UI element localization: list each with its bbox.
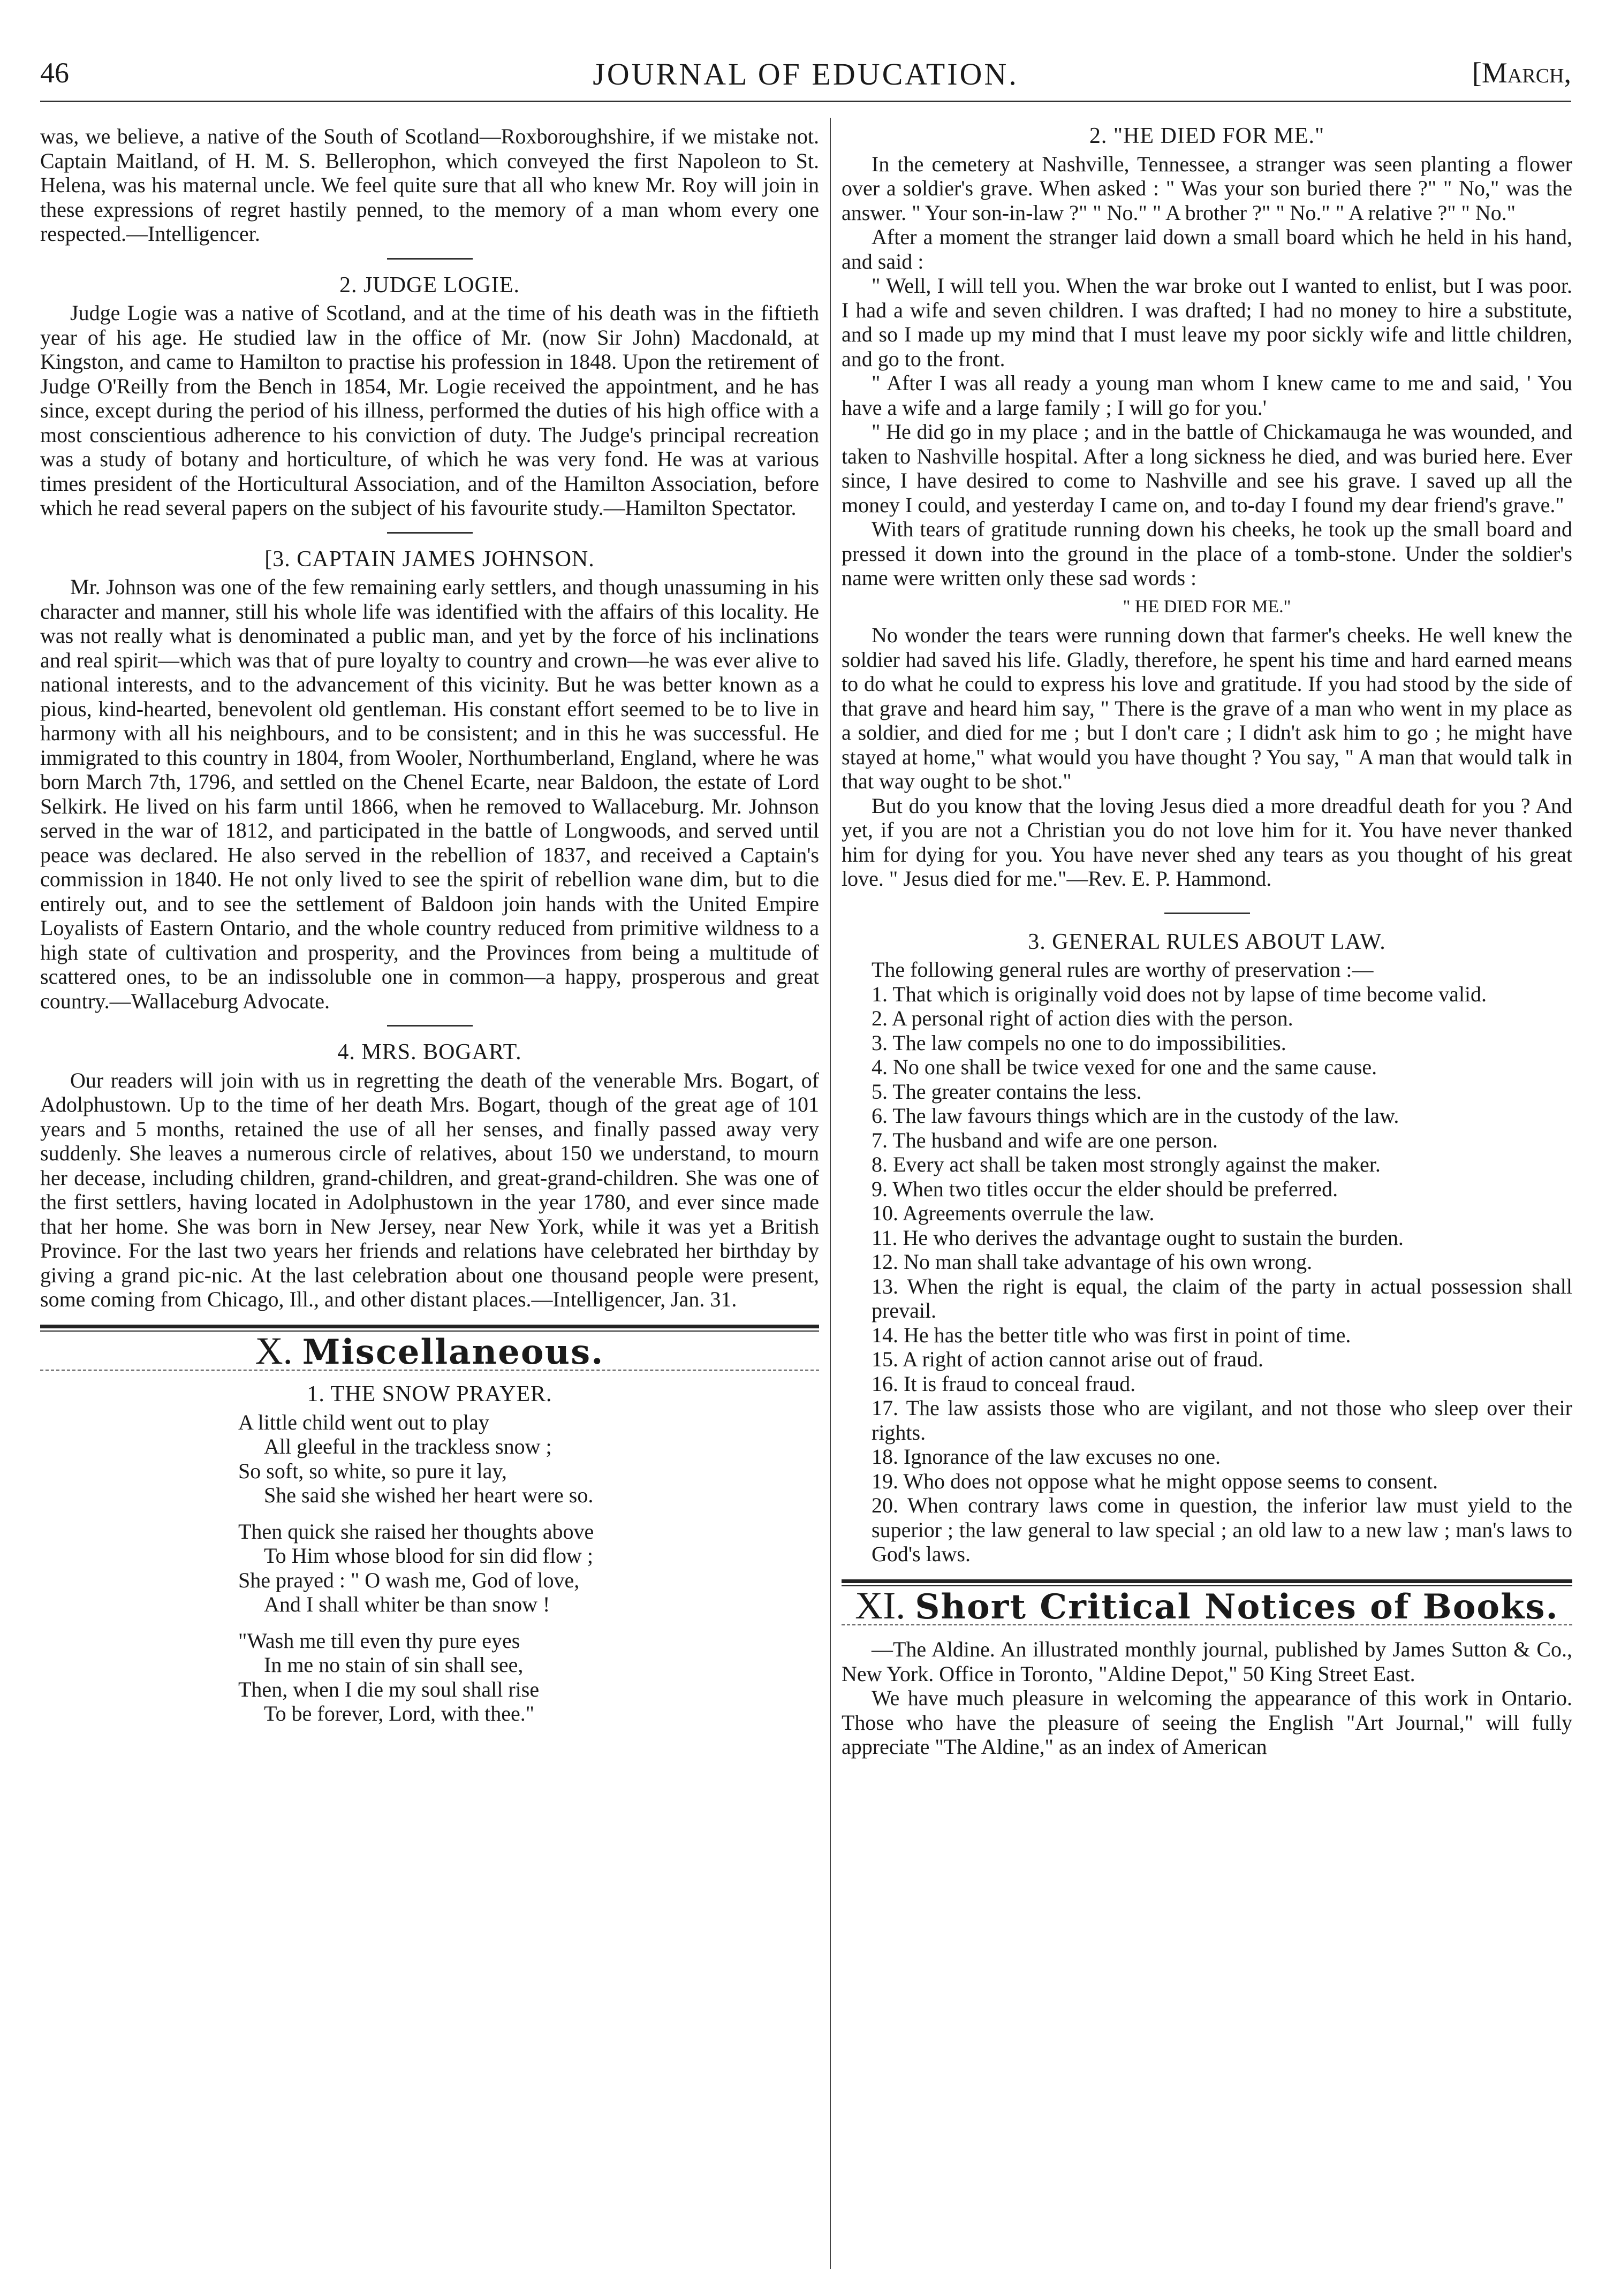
page-header — [40, 56, 1571, 94]
law-rule: 14. He has the better title who was first in point of time. — [872, 1322, 1351, 1347]
section-rule — [842, 1579, 1572, 1586]
died-paragraph: After a moment the stranger laid down a small board which he held in his hand, and said : — [842, 225, 1572, 273]
died-paragraph: " Well, I will tell you. When the war broke out I wanted to enlist, but I was poor. I had a wife and seven children. I was drafted; I had no money to hire a substitute, and so I made up my mind that I must leave my poor sickly wife and little children, and go to the front. — [842, 273, 1572, 371]
section-x-number: X. — [255, 1329, 293, 1372]
poem-stanza — [238, 1519, 819, 1617]
law-rule: 7. The husband and wife are one person. — [872, 1128, 1218, 1152]
poem-line: To Him whose blood for sin did flow ; — [264, 1544, 593, 1568]
died-paragraph: No wonder the tears were running down that farmer's cheeks. He well knew the soldier had saved his life. Gladly, therefore, he spent his time and hard earned means to do what he could to express his love and gratitude. If you had stood by the side of that grave and heard him say, " There is the grave of a man who went in my place as a soldier, and died for me ; but I don't care ; I didn't ask him to go ; he might have stayed at home," what would you have thought ? You say, " A man that would talk in that way ought to be shot." — [842, 623, 1572, 793]
poem-line: And I shall whiter be than snow ! — [264, 1592, 550, 1616]
law-rule: 15. A right of action cannot arise out of fraud. — [872, 1347, 1264, 1371]
johnson-text: Mr. Johnson was one of the few remaining early settlers, and though unassuming in his character and manner, still his whole life was identified with the affairs of this locality. He was not really what is denominated a public man, and yet by the force of his inclinations and real spirit—which was that of pure loyalty to country and crown—he was ever alive to national interests, and to the advancement of this vicinity. But he was better known as a pious, kind-hearted, benevolent old gentleman. His constant effort seemed to be to live in harmony with all his neighbours, and to be consistent; and in this he was successful. He immigrated to this country in 1804, from Wooler, Northumberland, England, where he was born March 7th, 1796, and settled on the Chenel Ecarte, near Baldoon, the estate of Lord Selkirk. He lived on his farm until 1866, when he removed to Wallaceburg. Mr. Johnson served in the war of 1812, and participated in the battle of Longwoods, and served until peace was declared. He also served in the rebellion of 1837, and received a Captain's commission in 1840. He not only lived to see the spirit of rebellion wane dim, but to die entirely out, and to see the settlement of Baldoon join hands with the United Empire Loyalists of Eastern Ontario, and the whole country reduced from primitive wildness to a high state of cultivation and prosperity, and the Provinces from being a multitude of scattered ones, to be an indissoluble one in common—a happy, prosperous and great country.—Wallaceburg Advocate. — [40, 575, 819, 1013]
issue-month: [March, — [1472, 57, 1571, 89]
section-divider — [1164, 913, 1250, 914]
law-rule: 19. Who does not oppose what he might oppose seems to consent. — [872, 1469, 1438, 1493]
law-rule: 16. It is fraud to conceal fraud. — [872, 1371, 1136, 1396]
poem-line: "Wash me till even thy pure eyes — [238, 1628, 520, 1653]
logie-text: Judge Logie was a native of Scotland, and at the time of his death was in the fiftieth year of his age. He studied law in the office of Mr. (now Sir John) Macdonald, at Kingston, and came to Hamilton to practise his profession in 1848. Upon the retirement of Judge O'Reilly from the Bench in 1854, Mr. Logie received the appointment, and he has since, except during the period of his illness, performed the duties of his high office with a most conscientious adherence to his conviction of duty. The Judge's principal recreation was a study of botany and horticulture, of which he was very fond. He was at various times president of the Horticultural Association, and of the Hamilton Association, before which he read several papers on the subject of his favourite study.—Hamilton Spectator. — [40, 301, 819, 520]
law-rule: 18. Ignorance of the law excuses no one. — [872, 1444, 1221, 1469]
poem-line: All gleeful in the trackless snow ; — [264, 1434, 552, 1458]
section-xi-title: Short Critical Notices of Books. — [915, 1586, 1559, 1627]
header-rule — [40, 101, 1571, 102]
poem-line: In me no stain of sin shall see, — [264, 1653, 524, 1677]
died-for-me-heading: 2. "HE DIED FOR ME." — [1089, 124, 1325, 148]
law-heading: 3. GENERAL RULES ABOUT LAW. — [1028, 929, 1386, 954]
epitaph: " HE DIED FOR ME." — [1123, 596, 1291, 617]
law-rule: 5. The greater contains the less. — [872, 1079, 1142, 1104]
law-rules-list — [842, 982, 1572, 1567]
poem-line: To be forever, Lord, with thee." — [264, 1701, 535, 1725]
law-rule: 3. The law compels no one to do impossibilities. — [872, 1030, 1286, 1055]
died-paragraph: With tears of gratitude running down his cheeks, he took up the small board and pressed it down into the ground in the place of a tomb-stone. Under the soldier's name were written only these sad words : — [842, 517, 1572, 590]
bogart-heading: 4. MRS. BOGART. — [337, 1040, 522, 1065]
law-rule: 2. A personal right of action dies with the person. — [872, 1006, 1293, 1030]
poem-line: She prayed : " O wash me, God of love, — [238, 1568, 580, 1592]
section-divider — [387, 258, 473, 260]
law-rule: 20. When contrary laws come in question, the inferior law must yield to the superior ; the law general to law special ; an old law to a new law ; man's laws to God's laws. — [872, 1493, 1572, 1566]
section-xi-heading — [842, 1584, 1572, 1627]
section-x-title: Miscellaneous. — [302, 1332, 604, 1372]
bogart-text: Our readers will join with us in regretting the death of the venerable Mrs. Bogart, of Adolphustown. Up to the time of her death Mrs. Bogart, though of the great age of 101 years and 5 months, retained the use of all her senses, and finally passed away very suddenly. She leaves a numerous circle of relatives, about 150 we understand, to mourn her decease, including children, grand-children, and great-grand-children. She was one of the first settlers, having located in Adolphustown in the year 1780, and ever since made that her home. She was born in New Jersey, near New York, while it was yet a British Province. For the last two years her friends and relations have celebrated her birthday by giving a grand pic-nic. At the last celebration about one thousand people were present, some coming from Chicago, Ill., and other distant places.—Intelligencer, Jan. 31. — [40, 1068, 819, 1311]
aldine-review: We have much pleasure in welcoming the appearance of this work in Ontario. Those who have the pleasure of seeing the English "Art Journal," will fully appreciate "The Aldine," as an index of American — [842, 1686, 1572, 1759]
section-rule — [40, 1325, 819, 1332]
law-rule: 9. When two titles occur the elder should be preferred. — [872, 1176, 1338, 1201]
section-xi-number: XI. — [855, 1584, 906, 1627]
johnson-heading: [3. CAPTAIN JAMES JOHNSON. — [264, 546, 595, 572]
poem-line: Then quick she raised her thoughts above — [238, 1519, 594, 1544]
law-rule: 8. Every act shall be taken most strongly against the maker. — [872, 1152, 1381, 1176]
died-paragraph: " After I was all ready a young man whom I knew came to me and said, ' You have a wife and a large family ; I will go for you.' — [842, 371, 1572, 420]
page-number: 46 — [40, 57, 69, 89]
law-rule: 10. Agreements overrule the law. — [872, 1201, 1155, 1225]
law-rule: 1. That which is originally void does not by lapse of time become valid. — [872, 982, 1487, 1006]
poem-line: She said she wished her heart were so. — [264, 1483, 594, 1507]
section-x-heading — [40, 1329, 819, 1372]
poem-line: Then, when I die my soul shall rise — [238, 1677, 540, 1701]
snow-prayer-poem — [238, 1410, 819, 1726]
poem-line: A little child went out to play — [238, 1410, 489, 1434]
died-paragraph: But do you know that the loving Jesus died a more dreadful death for you ? And yet, if you are not a Christian you do not love him for it. You have never thanked him for dying for you. You have never shed any tears as you thought of his great love. " Jesus died for me."—Rev. E. P. Hammond. — [842, 793, 1572, 891]
aldine-notice: —The Aldine. An illustrated monthly journal, published by James Sutton & Co., New York. Office in Toronto, "Aldine Depot," 50 King Street East. — [842, 1637, 1572, 1686]
snow-prayer-heading: 1. THE SNOW PRAYER. — [307, 1382, 552, 1407]
died-paragraph: " He did go in my place ; and in the battle of Chickamauga he was wounded, and taken to Nashville hospital. After a long sickness he died, and was buried here. Ever since, I have desired to come to Nashville and see his grave. I saved up all the money I could, and yesterday I came on, and to-day I found my dear friend's grave." — [842, 420, 1572, 517]
roy-obituary-end: was, we believe, a native of the South of Scotland—Roxboroughshire, if we mistake not. Captain Maitland, of H. M. S. Bellerophon, which conveyed the first Napoleon to St. Helena, was his maternal uncle. We feel quite sure that all who knew Mr. Roy will join in these expressions of regret hastily penned, to the memory of a man whom every one respected.—Intelligencer. — [40, 124, 819, 246]
journal-title: JOURNAL OF EDUCATION. — [593, 57, 1019, 92]
law-rule: 6. The law favours things which are in the custody of the law. — [872, 1104, 1399, 1128]
poem-stanza — [238, 1629, 819, 1726]
left-column — [40, 124, 819, 1738]
law-rule: 11. He who derives the advantage ought to sustain the burden. — [872, 1225, 1404, 1250]
right-column — [842, 124, 1572, 1759]
law-rule: 13. When the right is equal, the claim of the party in actual possession shall prevail. — [872, 1274, 1572, 1322]
logie-heading: 2. JUDGE LOGIE. — [339, 272, 520, 298]
column-divider — [830, 118, 831, 2269]
law-rule: 4. No one shall be twice vexed for one and the same cause. — [872, 1055, 1377, 1079]
section-divider — [387, 532, 473, 534]
died-paragraph: In the cemetery at Nashville, Tennessee, a stranger was seen planting a flower over a soldier's grave. When asked : " Was your son buried there ?" " No," was the answer. " Your son-in-law ?" " No." " A brother ?" " No." " A relative ?" " No." — [842, 151, 1572, 225]
law-intro: The following general rules are worthy of preservation :— — [872, 957, 1374, 982]
poem-line: So soft, so white, so pure it lay, — [238, 1458, 507, 1483]
law-rule: 12. No man shall take advantage of his own wrong. — [872, 1250, 1313, 1274]
law-rule: 17. The law assists those who are vigilant, and not those who sleep over their rights. — [872, 1396, 1572, 1444]
poem-stanza — [238, 1410, 819, 1508]
section-divider — [387, 1025, 473, 1027]
